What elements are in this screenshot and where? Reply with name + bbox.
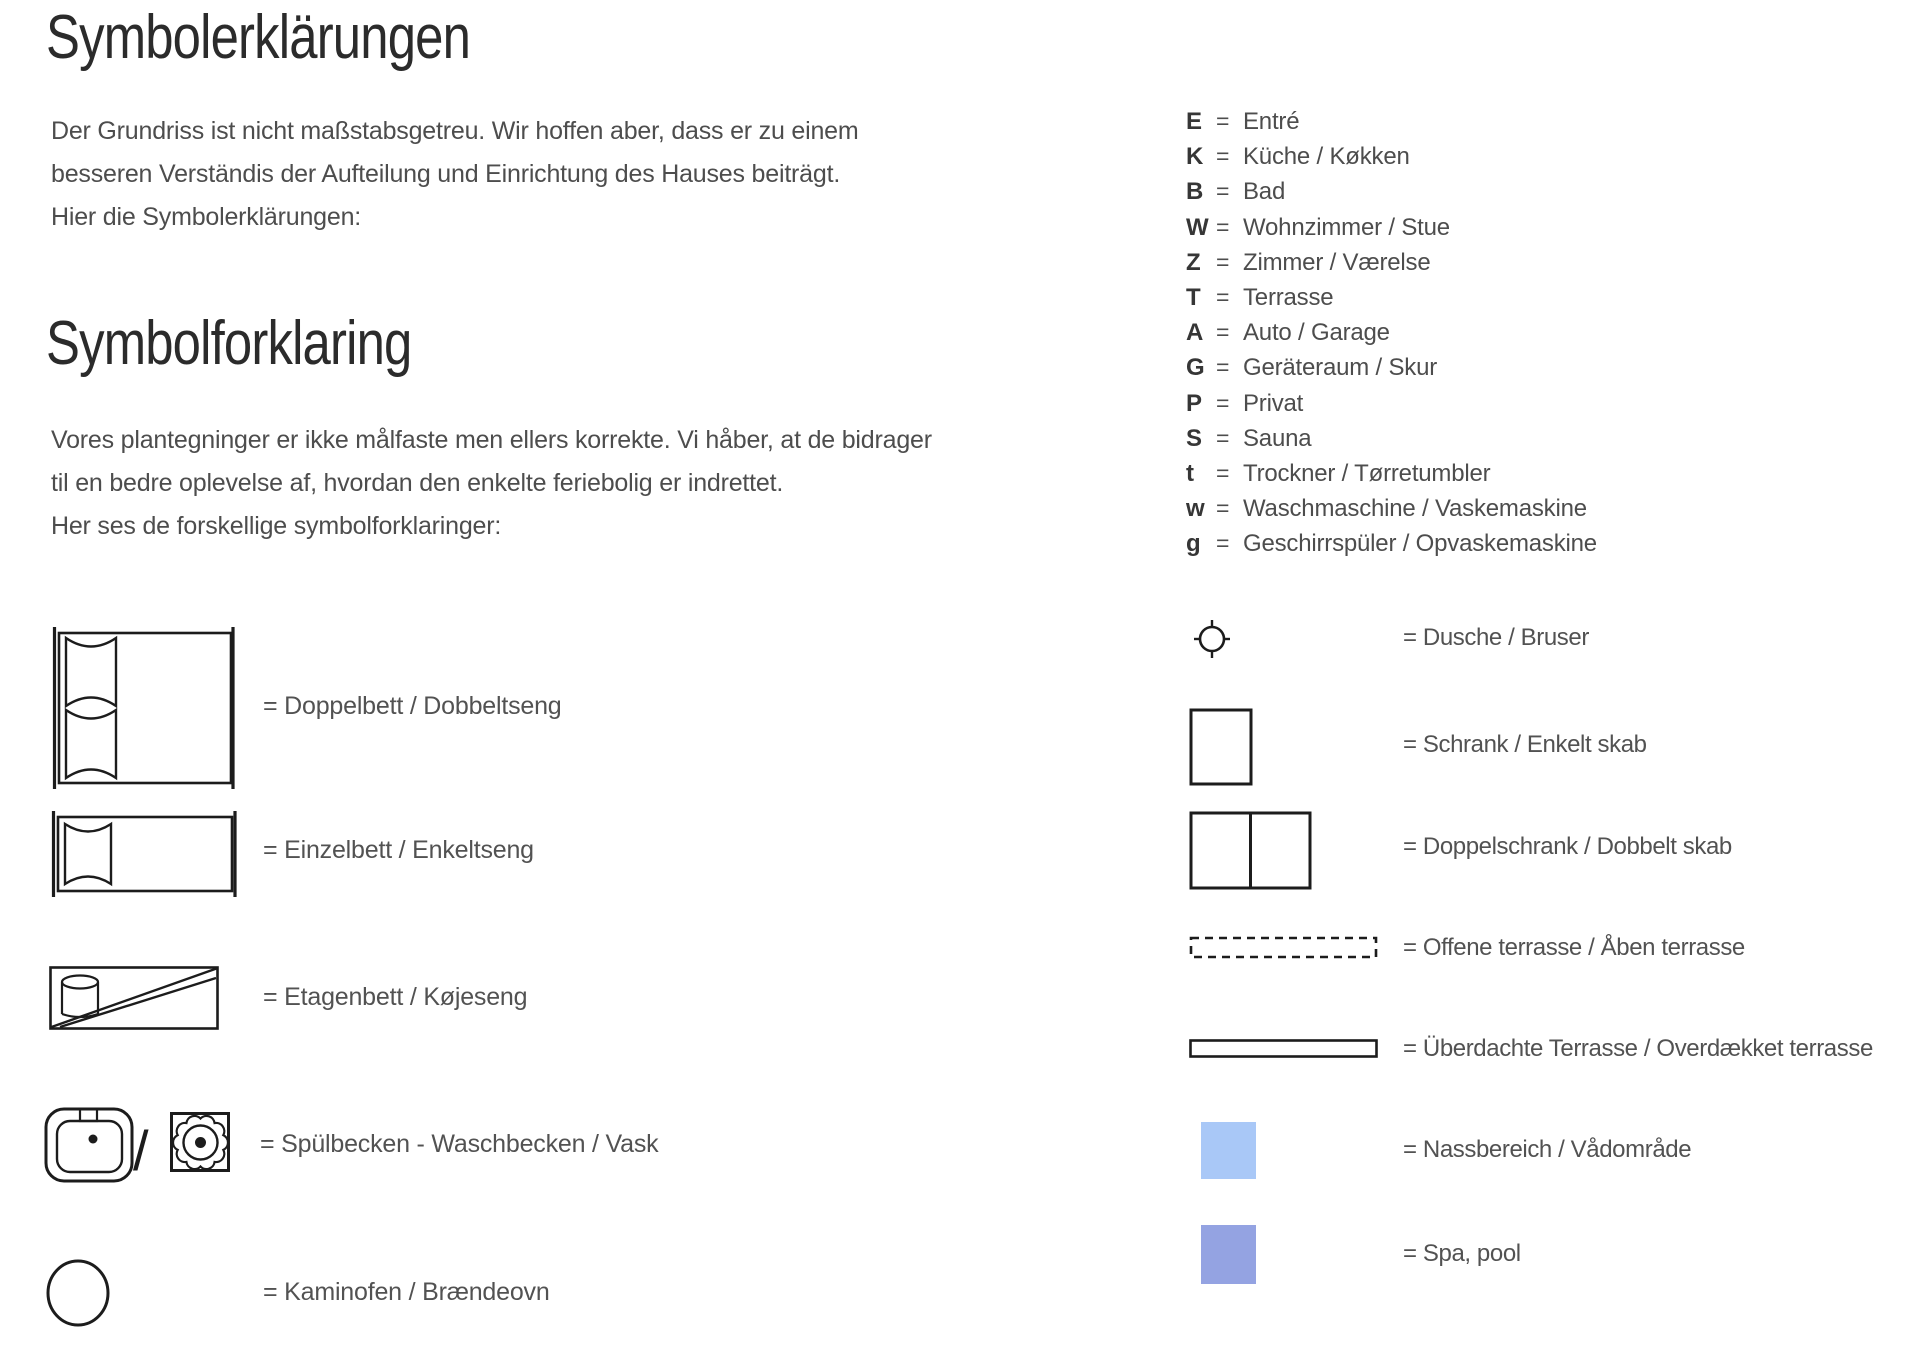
abbrev-code: E — [1186, 108, 1203, 135]
abbreviation-row — [1186, 210, 1597, 245]
wardrobe-label: = Schrank / Enkelt skab — [1403, 731, 1647, 758]
abbreviation-row — [1186, 456, 1597, 491]
single-bed-icon — [49, 810, 239, 898]
abbrev-label: Geräteraum / Skur — [1243, 354, 1438, 382]
equals-sign: = — [1216, 424, 1230, 451]
intro-german — [51, 110, 859, 239]
shower-icon — [1192, 617, 1232, 661]
abbrev-code: w — [1186, 495, 1205, 523]
intro-danish-line: Vores plantegninger er ikke målfaste men ellers korrekte. Vi håber, at de bidrager — [51, 426, 932, 454]
wet-area-label: = Nassbereich / Vådområde — [1403, 1136, 1692, 1163]
abbreviation-row — [1186, 526, 1597, 561]
intro-danish-line: til en bedre oplevelse af, hvordan den enkelte feriebolig er indrettet. — [51, 469, 784, 497]
abbrev-code: K — [1186, 143, 1204, 171]
single-bed-label: = Einzelbett / Enkeltseng — [263, 836, 534, 864]
abbrev-code: S — [1186, 424, 1203, 452]
intro-german-line: Hier die Symbolerklärungen: — [51, 203, 362, 231]
wood-stove-icon — [45, 1258, 111, 1328]
abbreviation-row — [1186, 174, 1597, 209]
bunk-bed-icon — [49, 966, 219, 1030]
abbrev-label: Geschirrspüler / Opvaskemaskine — [1243, 530, 1597, 558]
intro-danish — [51, 419, 932, 548]
abbrev-code: B — [1186, 178, 1204, 206]
abbreviation-row — [1186, 315, 1597, 350]
spa-pool-label: = Spa, pool — [1403, 1240, 1521, 1267]
covered-terrace-icon — [1189, 1039, 1379, 1059]
equals-sign: = — [1216, 283, 1230, 310]
covered-terrace-label: = Überdachte Terrasse / Overdækket terrasse — [1403, 1035, 1873, 1062]
double-bed-icon — [50, 626, 238, 790]
intro-german-line: besseren Verständis der Aufteilung und Einrichtung des Hauses beiträgt. — [51, 160, 841, 188]
abbrev-code: W — [1186, 213, 1209, 241]
abbreviation-row — [1186, 386, 1597, 421]
wood-stove-label: = Kaminofen / Brændeovn — [263, 1278, 550, 1306]
page-title-danish: Symbolforklaring — [46, 309, 412, 378]
equals-sign: = — [1216, 354, 1230, 381]
sink-washbasin-label: = Spülbecken - Waschbecken / Vask — [260, 1130, 659, 1158]
equals-sign: = — [1216, 178, 1230, 205]
abbrev-label: Privat — [1243, 389, 1304, 417]
bunk-bed-label: = Etagenbett / Køjeseng — [263, 983, 528, 1011]
equals-sign: = — [1216, 459, 1230, 486]
wet-area-swatch — [1201, 1122, 1256, 1179]
equals-sign: = — [1216, 143, 1230, 170]
wardrobe-icon — [1189, 708, 1253, 786]
equals-sign: = — [1216, 389, 1230, 416]
abbrev-code: t — [1186, 459, 1194, 487]
sink-separator-slash: / — [133, 1119, 149, 1182]
abbrev-code: A — [1186, 319, 1204, 347]
abbrev-label: Waschmaschine / Vaskemaskine — [1243, 495, 1587, 523]
open-terrace-icon — [1189, 936, 1379, 960]
abbreviation-row — [1186, 280, 1597, 315]
equals-sign: = — [1216, 495, 1230, 522]
abbreviation-row — [1186, 139, 1597, 174]
equals-sign: = — [1216, 530, 1230, 557]
intro-danish-line: Her ses de forskellige symbolforklaringer: — [51, 512, 502, 540]
equals-sign: = — [1216, 108, 1230, 134]
intro-german-line: Der Grundriss ist nicht maßstabsgetreu. Wir hoffen aber, dass er zu einem — [51, 117, 859, 145]
spa-pool-swatch — [1201, 1225, 1256, 1284]
abbrev-label: Küche / Køkken — [1243, 143, 1410, 171]
abbreviation-row — [1186, 491, 1597, 526]
abbrev-code: G — [1186, 354, 1205, 382]
abbrev-label: Zimmer / Værelse — [1243, 248, 1431, 276]
page-title-german: Symbolerklärungen — [46, 3, 471, 72]
equals-sign: = — [1216, 319, 1230, 346]
abbrev-code: Z — [1186, 248, 1201, 276]
abbrev-code: T — [1186, 283, 1201, 311]
equals-sign: = — [1216, 248, 1230, 275]
abbrev-code: P — [1186, 389, 1203, 417]
abbrev-label: Bad — [1243, 178, 1286, 206]
abbrev-label: Wohnzimmer / Stue — [1243, 213, 1450, 241]
abbreviation-row — [1186, 245, 1597, 280]
abbrev-label: Sauna — [1243, 424, 1312, 452]
abbrev-code: g — [1186, 530, 1201, 558]
double-wardrobe-label: = Doppelschrank / Dobbelt skab — [1403, 833, 1732, 860]
shower-label: = Dusche / Bruser — [1403, 624, 1589, 651]
abbreviation-list — [1186, 104, 1597, 561]
abbreviation-row — [1186, 421, 1597, 456]
abbrev-label: Terrasse — [1243, 283, 1334, 311]
abbrev-label: Entré — [1243, 108, 1300, 135]
double-wardrobe-icon — [1189, 811, 1313, 891]
open-terrace-label: = Offene terrasse / Åben terrasse — [1403, 934, 1745, 961]
abbreviation-row — [1186, 104, 1597, 139]
abbrev-label: Trockner / Tørretumbler — [1243, 459, 1491, 487]
abbreviation-row — [1186, 350, 1597, 385]
double-bed-label: = Doppelbett / Dobbeltseng — [263, 692, 562, 720]
abbrev-label: Auto / Garage — [1243, 319, 1390, 347]
equals-sign: = — [1216, 213, 1230, 240]
